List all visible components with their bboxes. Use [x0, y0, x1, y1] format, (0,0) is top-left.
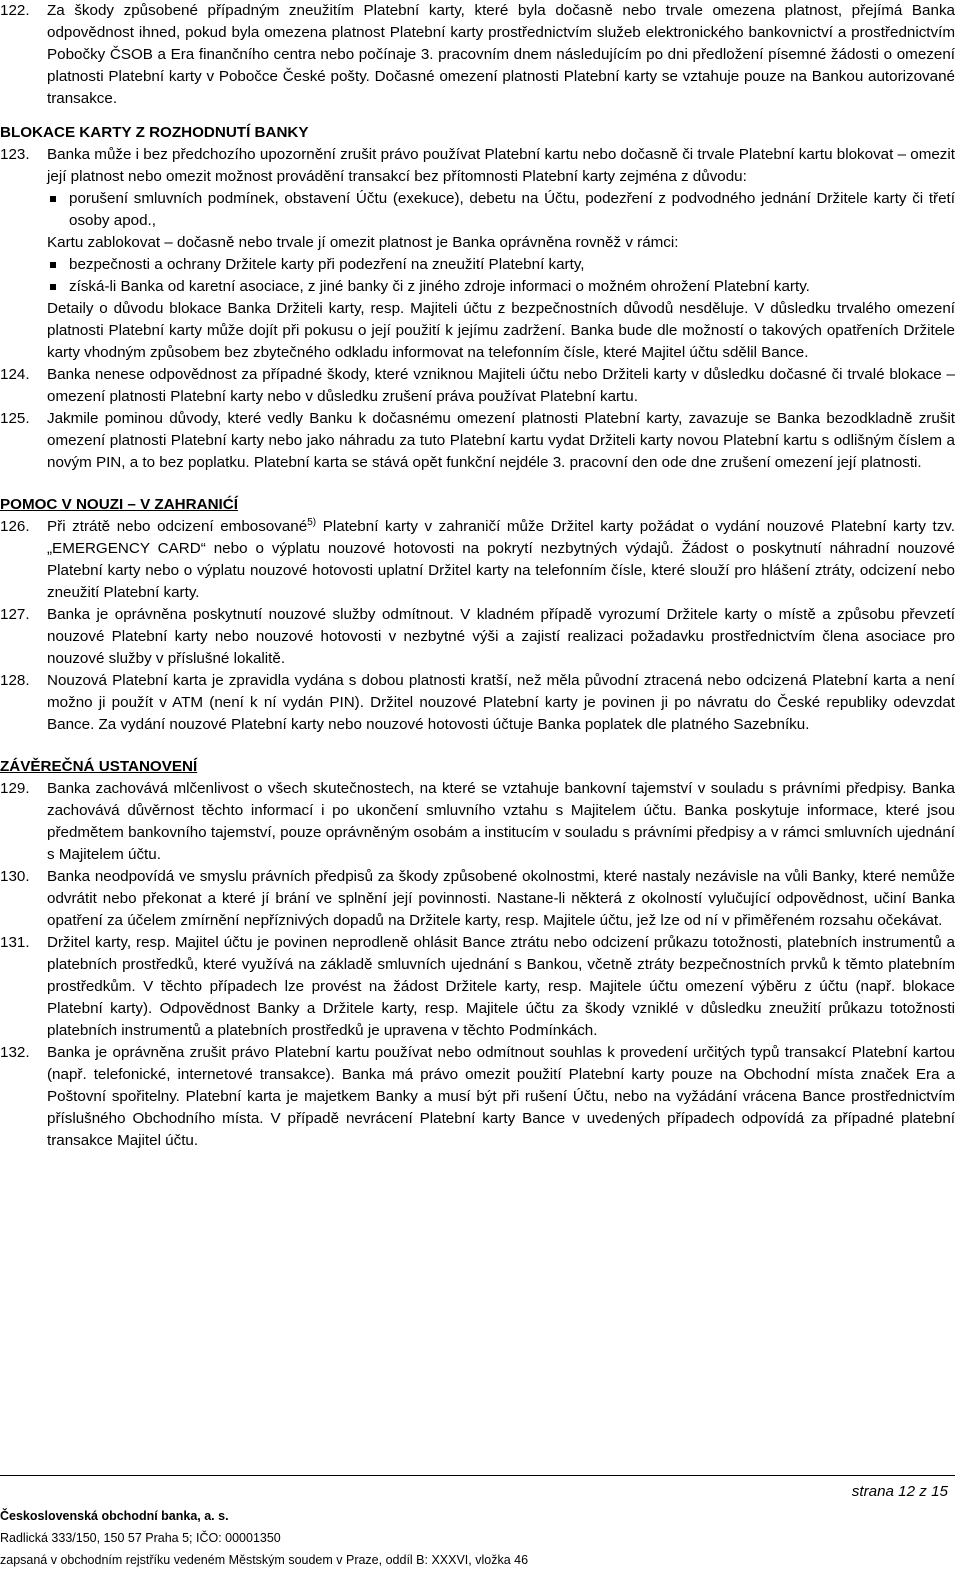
paragraph-132 [0, 1042, 955, 1152]
paragraph-131 [0, 932, 955, 1042]
footer-divider [0, 1475, 955, 1476]
paragraph-text: Nouzová Platební karta je zpravidla vydána s dobou platnosti kratší, než měla původní ztracená nebo odcizená Platební karta a není možno ji použít v ATM (není k ní vydán PIN). Držitel nouzové Platební karty je povinen ji po návratu do České republiky odevzdat Bance. Za vydání nouzové Platební karty nebo nouzové hotovosti účtuje Banka poplatek dle platného Sazebníku. [47, 672, 955, 733]
paragraph-number: 130. [0, 868, 30, 885]
paragraph-126 [0, 516, 955, 604]
footer-company: Československá obchodní banka, a. s. [0, 1509, 229, 1523]
paragraph-128 [0, 670, 955, 736]
paragraph-number: 131. [0, 934, 30, 951]
paragraph-text: Platební karty v zahraničí může Držitel karty požádat o vydání nouzové Platební karty tzv. „EMERGENCY CARD“ nebo o výplatu nouzové hotovosti na pokrytí nezbytných výdajů. Žádost o poskytnutí náhradní nouzové Platební karty nebo o výplatu nouzové hotovosti uplatní Držitel karty na telefonním čísle, které slouží pro hlášení ztráty, odcizení nebo zneužití Platební karty. [47, 518, 955, 601]
paragraph-130 [0, 866, 955, 932]
paragraph-number: 132. [0, 1044, 30, 1061]
paragraph-123 [0, 144, 955, 364]
paragraph-text: Banka neodpovídá ve smyslu právních předpisů za škody způsobené okolnostmi, které nastaly nezávisle na vůli Banky, které nemůže odvrátit nebo překonat a které jí brání ve splnění její povinnosti. Nastane-li některá z okolností vylučující odpovědnost, učiní Banka opatření za účelem zmírnění nepříznivých dopadů na Držitele karty, resp. Majitele účtu, jež lze od ní v přiměřeném rozsahu očekávat. [47, 868, 955, 929]
paragraph-number: 124. [0, 366, 30, 383]
footer-address: Radlická 333/150, 150 57 Praha 5; IČO: 00001350 [0, 1531, 281, 1545]
paragraph-text: Jakmile pominou důvody, které vedly Banku k dočasnému omezení platnosti Platební karty, zavazuje se Banka bezodkladně zrušit omezení platnosti Platební karty nebo jako náhradu za tuto Platební kartu vydat Držiteli karty novou Platební kartu s odlišným číslem a novým PIN, a to bez poplatku. Platební karta se stává opět funkční nejdéle 3. pracovní den ode dne zrušení omezení její platnosti. [47, 410, 955, 471]
paragraph-text: Banka je oprávněna zrušit právo Platební kartu používat nebo odmítnout souhlas k provedení určitých typů transakcí Platební kartou (např. telefonické, internetové transakce). Banka má právo omezit použití Platební karty pouze na Obchodní místa značek Era a Poštovní spořitelny. Platební karta je majetkem Banky a musí být při rušení Účtu, nebo na vyžádání vrácena Bance prostřednictvím příslušného Obchodního místa. V případě nevrácení Platební karty Bance v uvedených případech odpovídá za případné platební transakce Majitel účtu. [47, 1044, 955, 1149]
paragraph-text: Držitel karty, resp. Majitel účtu je povinen neprodleně ohlásit Bance ztrátu nebo odcizení průkazu totožnosti, platebních instrumentů a platebních prostředků, které využívá na základě smluvních ujednání s Bankou, včetně ztráty bezpečnostních prvků k těmto platebním prostředkům. V těchto případech lze provést na žádost Držitele karty, resp. Majitele účtu omezení výběru z účtu (např. blokace Platební karty). Odpovědnost Banky a Držitele karty, resp. Majitele účtu za škody vzniklé v důsledku zneužití průkazu totožnosti platebních instrumentů a platebních prostředků je upravena v těchto Podmínkách. [47, 934, 955, 1039]
list-item: porušení smluvních podmínek, obstavení Účtu (exekuce), debetu na Účtu, podezření z podvodného jednání Držitele karty či třetí osoby apod., [47, 188, 955, 232]
section-heading-pomoc: POMOC V NOUZI – V ZAHRANIĆÍ [0, 496, 238, 513]
paragraph-text: Banka je oprávněna poskytnutí nouzové služby odmítnout. V kladném případě vyrozumí Držitele karty o místě a způsobu převzetí nouzové Platební karty nebo nouzové hotovosti v nezbytné výši a zajistí realizaci požadavku prostřednictvím člena asociace pro nouzové služby v příslušné lokalitě. [47, 606, 955, 667]
paragraph-text: Banka může i bez předchozího upozornění zrušit právo používat Platební kartu nebo dočasně či trvale Platební kartu blokovat – omezit její platnost nebo omezit možnost provádění transakcí bez přítomnosti Platební karty zejména z důvodu: [47, 146, 955, 185]
paragraph-number: 127. [0, 606, 30, 623]
footnote-ref: 5) [307, 516, 317, 528]
bullet-list-blocking [47, 254, 955, 298]
paragraph-122 [0, 0, 955, 110]
paragraph-text: Za škody způsobené případným zneužitím Platební karty, které byla dočasně nebo trvale omezena platnost, přejímá Banka odpovědnost ihned, pokud byla omezena platnost Platební karty prostřednictvím služeb elektronického bankovnictví a prostřednictvím Pobočky ČSOB a Era finančního centra nebo počínaje 3. pracovním dnem následujícím po dni předložení písemné žádosti o omezení platnosti Platební karty v Pobočce České pošty. Dočasné omezení platnosti Platební karty se vztahuje pouze na Bankou autorizované transakce. [47, 2, 955, 107]
paragraph-number: 125. [0, 410, 30, 427]
paragraph-129 [0, 778, 955, 866]
section-heading-zaverecna: ZÁVĚREČNÁ USTANOVENÍ [0, 758, 198, 775]
paragraph-number: 123. [0, 146, 30, 163]
paragraph-text: Při ztrátě nebo odcizení embosované [47, 518, 308, 535]
page-footer [0, 1505, 700, 1571]
bullet-list-reasons [47, 188, 955, 232]
paragraph-number: 129. [0, 780, 30, 797]
list-item: bezpečnosti a ochrany Držitele karty při podezření na zneužití Platební karty, [47, 254, 955, 276]
paragraph-number: 126. [0, 518, 30, 535]
paragraph-number: 128. [0, 672, 30, 689]
paragraph-text: Banka nenese odpovědnost za případné škody, které vzniknou Majiteli účtu nebo Držiteli karty v důsledku dočasné či trvalé blokace – omezení platnosti Platební karty nebo v důsledku zrušení práva používat Platební kartu. [47, 366, 955, 405]
paragraph-text: Kartu zablokovat – dočasně nebo trvale jí omezit platnost je Banka oprávněna rovněž v rámci: [47, 234, 679, 251]
paragraph-text: Detaily o důvodu blokace Banka Držiteli karty, resp. Majiteli účtu z bezpečnostních důvodů nesděluje. V důsledku trvalého omezení platnosti Platební karty může dojít při pokusu o její použití k jejímu zadržení. Banka bude dle možností o takových opatřeních Držitele karty vhodným způsobem bez zbytečného odkladu informovat na telefonním čísle, které Majitel účtu sdělil Bance. [47, 300, 955, 361]
footer-register: zapsaná v obchodním rejstříku vedeném Městským soudem v Praze, oddíl B: XXXVI, vložka 46 [0, 1553, 529, 1567]
page-number: strana 12 z 15 [851, 1483, 948, 1500]
paragraph-125 [0, 408, 955, 474]
paragraph-124 [0, 364, 955, 408]
list-item: získá-li Banka od karetní asociace, z jiné banky či z jiného zdroje informaci o možném ohrožení Platební karty. [47, 276, 955, 298]
paragraph-text: Banka zachovává mlčenlivost o všech skutečnostech, na které se vztahuje bankovní tajemství v souladu s právními předpisy. Banka zachovává důvěrnost těchto informací i po ukončení smluvního vztahu s Majitelem účtu. Banka poskytuje informace, které jsou předmětem bankovního tajemství, pouze oprávněným osobám a institucím v souladu s právními předpisy a v rámci smluvních ujednání s Majitelem účtu. [47, 780, 955, 863]
paragraph-number: 122. [0, 2, 30, 19]
paragraph-127 [0, 604, 955, 670]
section-heading-blokace: BLOKACE KARTY Z ROZHODNUTÍ BANKY [0, 124, 309, 141]
